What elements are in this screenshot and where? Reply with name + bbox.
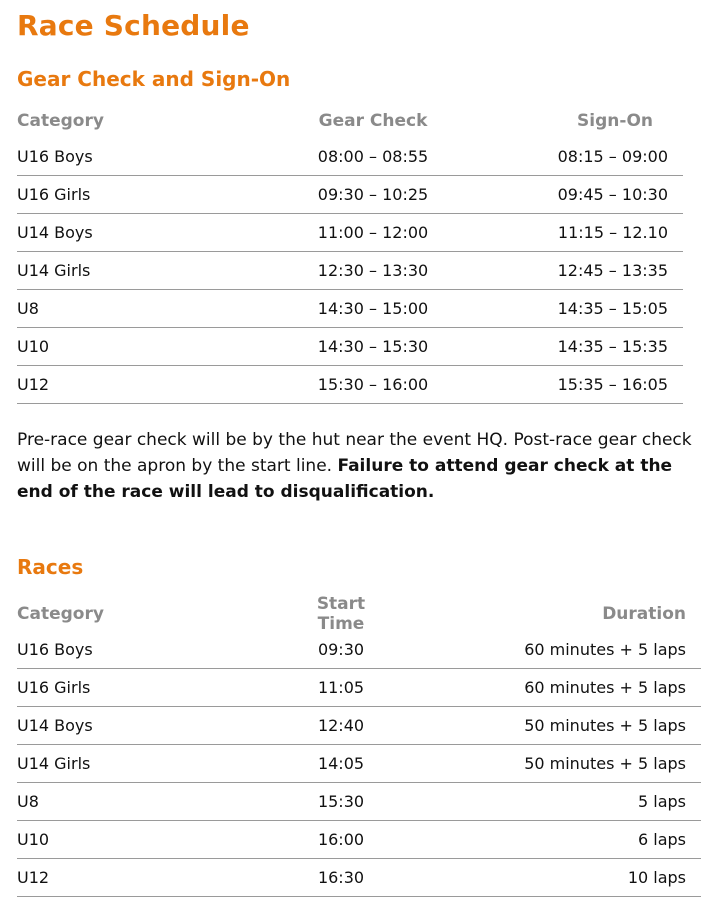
category-cell: U10 [17, 337, 50, 356]
table-row [17, 252, 683, 290]
table-row [17, 669, 701, 707]
category-cell: U14 Girls [17, 754, 91, 773]
table-row [17, 631, 701, 669]
duration-cell: 50 minutes + 5 laps [524, 754, 686, 773]
duration-cell: 60 minutes + 5 laps [524, 678, 686, 697]
category-cell: U10 [17, 830, 50, 849]
column-header-category: Category [17, 604, 104, 624]
column-header-category: Category [17, 111, 104, 131]
category-cell: U14 Girls [17, 261, 91, 280]
sign-on-cell: 09:45 – 10:30 [557, 185, 668, 204]
start-time-cell: 09:30 [317, 640, 365, 659]
note-warning: Failure to attend gear check at the end of the race will lead to disqualification. [17, 456, 673, 502]
races-table [17, 594, 701, 897]
start-time-cell: 16:30 [317, 868, 365, 887]
table-row [17, 214, 683, 252]
start-time-cell: 14:05 [317, 754, 365, 773]
races-section-heading: Races [17, 555, 84, 579]
sign-on-cell: 12:45 – 13:35 [557, 261, 668, 280]
table-row [17, 328, 683, 366]
table-row [17, 138, 683, 176]
category-cell: U14 Boys [17, 223, 93, 242]
category-cell: U14 Boys [17, 716, 93, 735]
duration-cell: 50 minutes + 5 laps [524, 716, 686, 735]
table-row [17, 366, 683, 404]
start-time-cell: 15:30 [317, 792, 365, 811]
category-cell: U12 [17, 375, 50, 394]
gear-check-cell: 08:00 – 08:55 [317, 147, 429, 166]
page-title: Race Schedule [17, 9, 250, 42]
gear-table-body [17, 138, 683, 404]
gear-check-cell: 09:30 – 10:25 [317, 185, 429, 204]
column-header-sign-on: Sign-On [577, 111, 653, 131]
gear-check-table [17, 104, 683, 404]
duration-cell: 10 laps [627, 868, 686, 887]
sign-on-cell: 11:15 – 12.10 [557, 223, 668, 242]
gear-check-cell: 12:30 – 13:30 [317, 261, 429, 280]
start-time-cell: 12:40 [317, 716, 365, 735]
table-row [17, 821, 701, 859]
category-cell: U8 [17, 299, 39, 318]
gear-check-cell: 11:00 – 12:00 [317, 223, 429, 242]
races-table-body [17, 631, 701, 897]
table-row [17, 745, 701, 783]
sign-on-cell: 15:35 – 16:05 [557, 375, 668, 394]
start-time-cell: 11:05 [317, 678, 365, 697]
column-header-duration: Duration [602, 604, 686, 624]
table-row [17, 290, 683, 328]
sign-on-cell: 14:35 – 15:35 [557, 337, 668, 356]
duration-cell: 5 laps [637, 792, 686, 811]
gear-section-heading: Gear Check and Sign-On [17, 67, 291, 91]
duration-cell: 60 minutes + 5 laps [524, 640, 686, 659]
category-cell: U16 Boys [17, 147, 93, 166]
table-row [17, 859, 701, 897]
column-header-start-time: Start Time [316, 594, 366, 634]
category-cell: U8 [17, 792, 39, 811]
table-row [17, 707, 701, 745]
gear-check-cell: 15:30 – 16:00 [317, 375, 429, 394]
gear-check-cell: 14:30 – 15:00 [317, 299, 429, 318]
category-cell: U16 Girls [17, 185, 91, 204]
gear-table-header [17, 104, 683, 138]
category-cell: U16 Girls [17, 678, 91, 697]
sign-on-cell: 14:35 – 15:05 [557, 299, 668, 318]
category-cell: U12 [17, 868, 50, 887]
table-row [17, 783, 701, 821]
races-table-header [17, 594, 701, 634]
note-text: Pre-race gear check will be by the hut near the event HQ. Post-race gear check will be on the apron by the start line. [17, 430, 692, 476]
duration-cell: 6 laps [637, 830, 686, 849]
table-row [17, 176, 683, 214]
column-header-gear-check: Gear Check [318, 111, 428, 131]
start-time-cell: 16:00 [317, 830, 365, 849]
sign-on-cell: 08:15 – 09:00 [557, 147, 668, 166]
gear-check-note [17, 427, 697, 505]
gear-check-cell: 14:30 – 15:30 [317, 337, 429, 356]
category-cell: U16 Boys [17, 640, 93, 659]
